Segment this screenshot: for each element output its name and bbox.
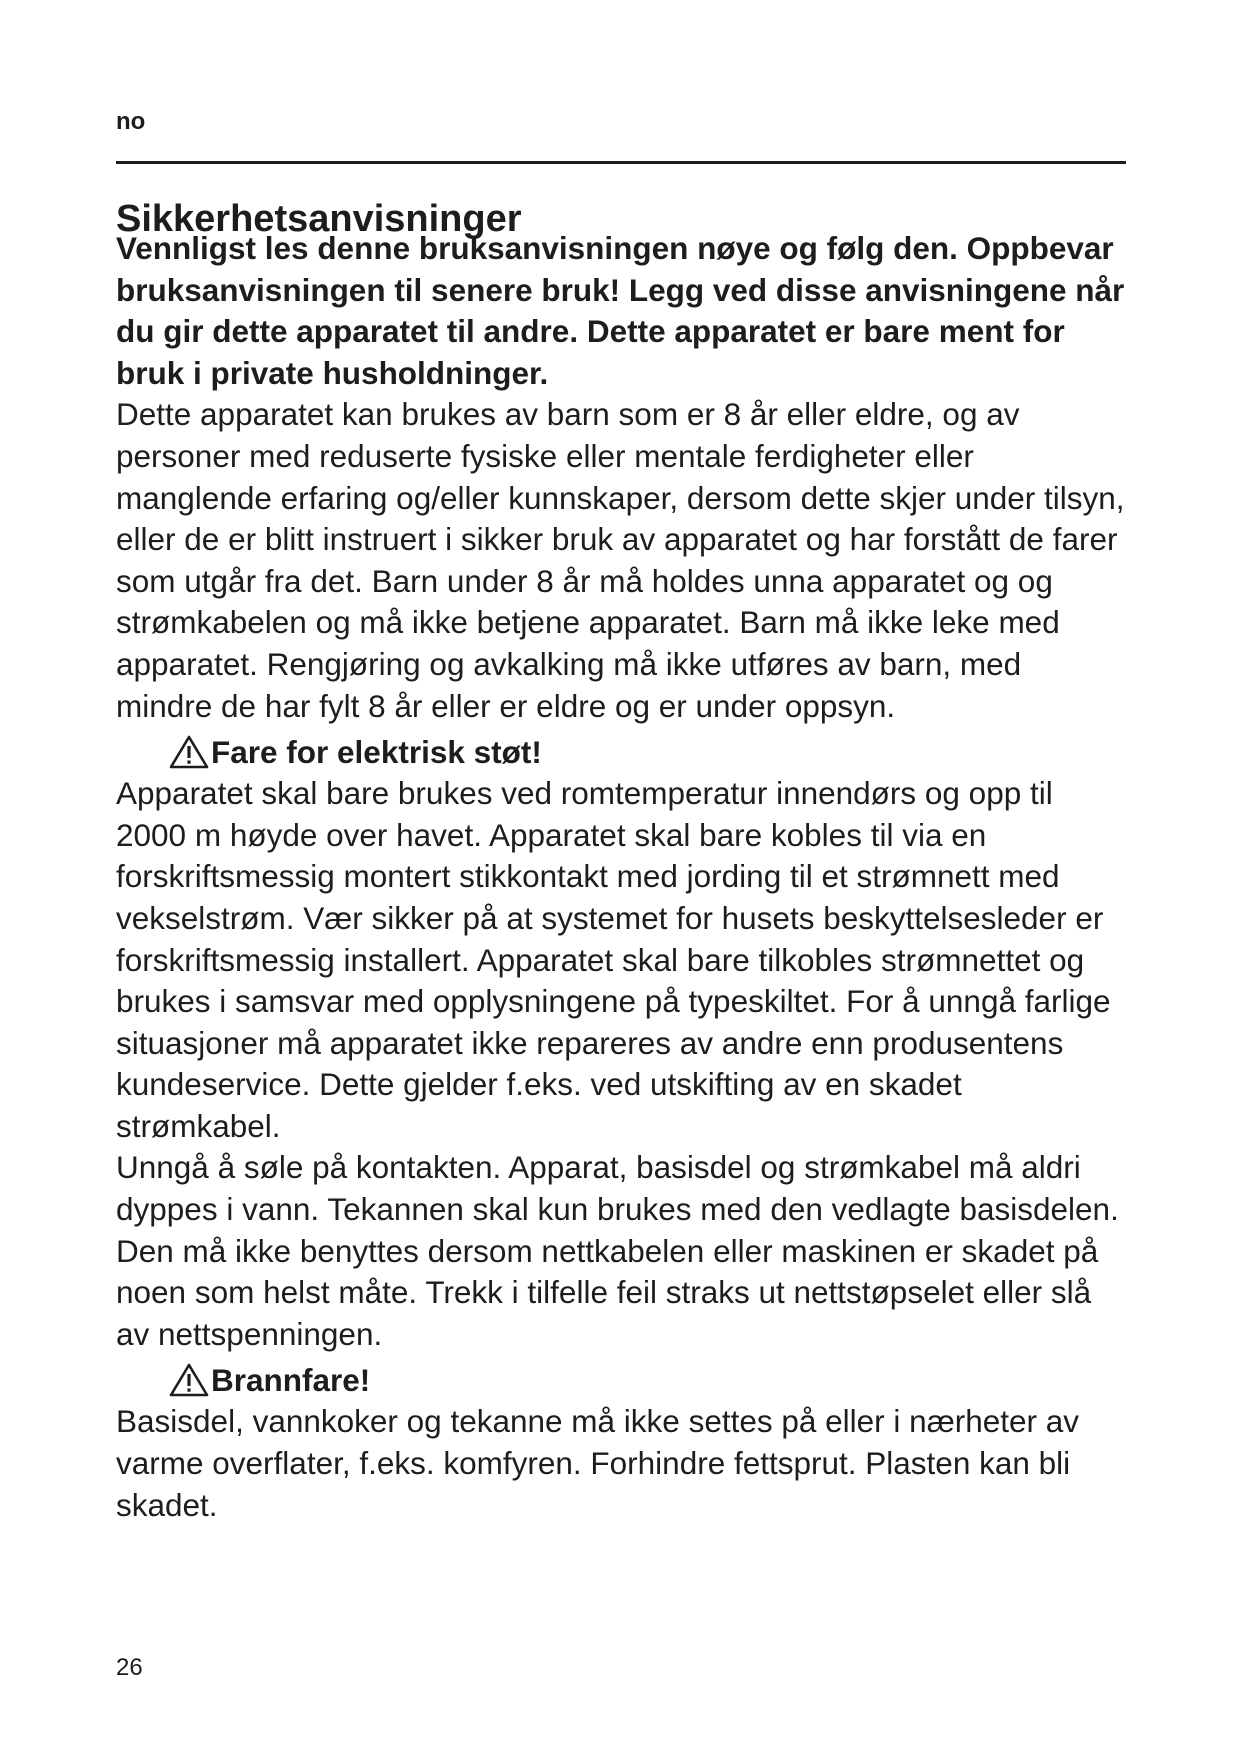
- header-divider: [116, 161, 1126, 164]
- electric-shock-warning-heading: [169, 731, 1126, 773]
- warning-title: Brannfare!: [211, 1362, 371, 1399]
- warning-paragraph: Den må ikke benyttes dersom nettkabelen eller maskinen er skadet på noen som helst måte. Trekk i tilfelle feil straks ut nettstøpselet eller slå av nettspenningen.: [116, 1232, 1099, 1352]
- section-title: Sikkerhetsanvisninger: [116, 198, 522, 241]
- fire-warning-heading: [169, 1359, 1126, 1401]
- warning-paragraph: Unngå å søle på kontakten. Apparat, basisdel og strømkabel må aldri dyppes i vann. Tekannen skal kun brukes med den vedlagte basisdelen.: [116, 1149, 1119, 1228]
- warning-paragraph: Apparatet skal bare brukes ved romtemperatur innendørs og opp til 2000 m høyde over havet. Apparatet skal bare kobles til via en forskriftsmessig montert stikkontakt med jording til et strømnett med vekselstrøm. Vær sikker på at systemet for husets beskyttelsesleder er forskriftsmessig installert. Apparatet skal bare tilkobles strømnettet og brukes i samsvar med opplysningene på typeskiltet. For å unngå farlige situasjoner må apparatet ikke repareres av andre enn produsentens kundeservice. Dette gjelder f.eks. ved utskifting av en skadet strømkabel.: [116, 775, 1111, 1144]
- page-number: 26: [116, 1654, 143, 1681]
- warning-triangle-icon: [169, 1363, 209, 1397]
- intro-paragraph: Dette apparatet kan brukes av barn som er 8 år eller eldre, og av personer med reduserte fysiske eller mentale ferdigheter eller manglende erfaring og/eller kunnskaper, dersom dette skjer under tilsyn, eller de er blitt instruert i sikker bruk av apparatet og har forstått de farer som utgår fra det. Barn under 8 år må holdes unna apparatet og og strømkabelen og må ikke betjene apparatet. Barn må ikke leke med apparatet. Rengjøring og avkalking må ikke utføres av barn, med mindre de har fylt 8 år eller er eldre og er under oppsyn.: [116, 396, 1125, 724]
- warning-title: Fare for elektrisk støt!: [211, 734, 542, 771]
- lead-paragraph: Vennligst les denne bruksanvisningen nøye og følg den. Oppbevar bruksanvisningen til senere bruk! Legg ved disse anvisningene når du gir dette apparatet til andre. Dette apparatet er bare ment for bruk i private husholdninger.: [116, 230, 1125, 391]
- section-content: [116, 228, 1126, 1526]
- language-code: no: [116, 108, 146, 135]
- warning-triangle-icon: [169, 735, 209, 769]
- warning-paragraph: Basisdel, vannkoker og tekanne må ikke settes på eller i nærheter av varme overflater, f.eks. komfyren. Forhindre fettsprut. Plasten kan bli skadet.: [116, 1403, 1080, 1523]
